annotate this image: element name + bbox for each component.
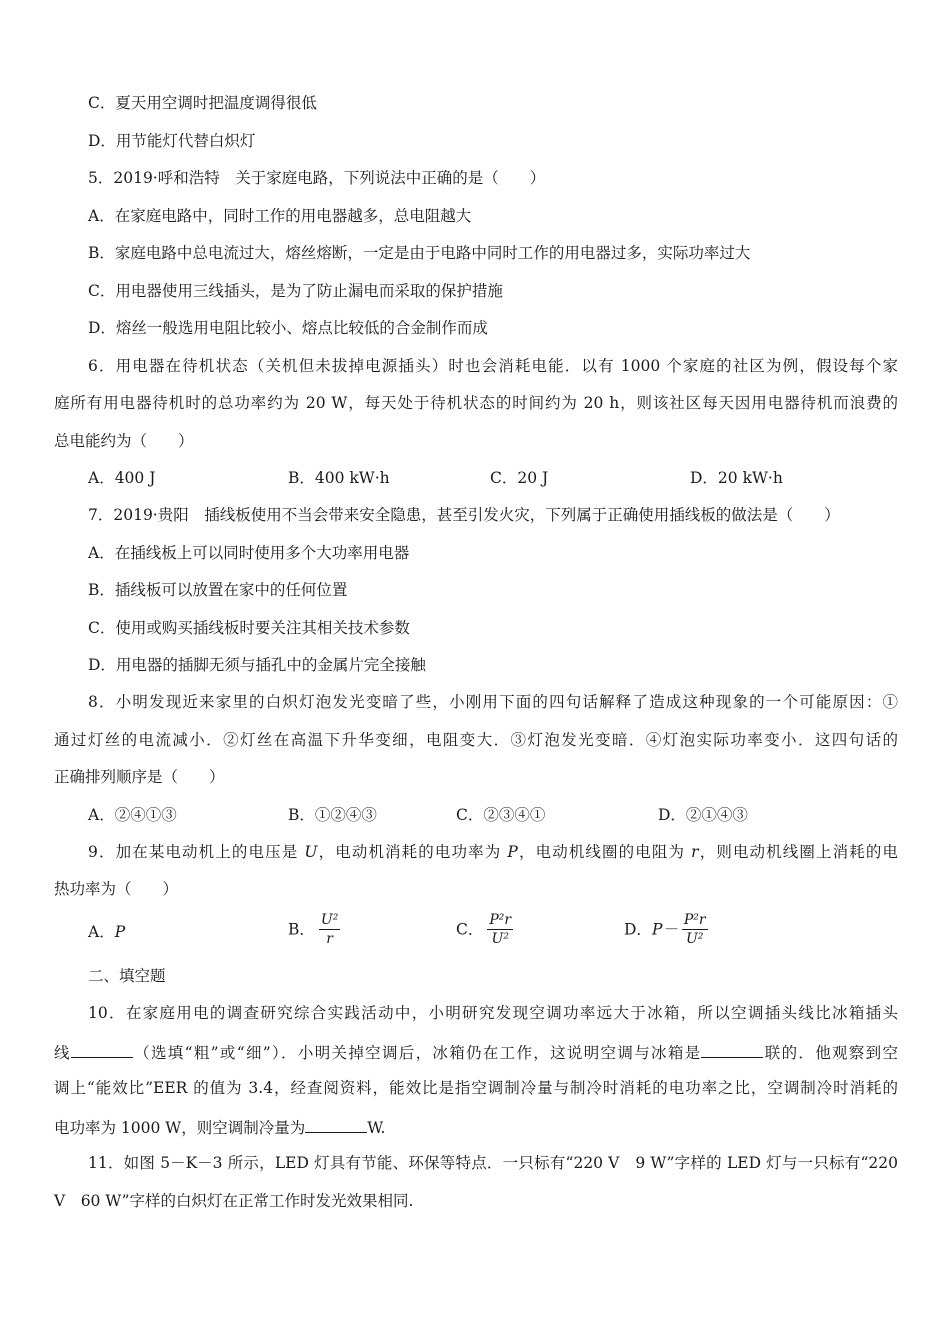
q9-var-r: r (691, 843, 699, 861)
q9-option-c-fraction (487, 912, 513, 947)
q10-stem-line2 (54, 1041, 898, 1063)
q10-blank-1[interactable] (71, 1041, 133, 1058)
q10-stem-line1: 10．在家庭用电的调查研究综合实践活动中，小明研究发现空调功率远大于冰箱，所以空调插头线比冰箱插头 (88, 1004, 898, 1022)
q10-blank-3[interactable] (305, 1116, 367, 1133)
q9-option-b-fraction (319, 912, 340, 947)
q5-option-b: B．家庭电路中总电流过大，熔丝熔断，一定是由于电路中同时工作的用电器过多，实际功率过大 (88, 244, 751, 262)
q6-option-a: A．400 J (88, 469, 156, 487)
q11-stem-line2: V 60 W”字样的白炽灯在正常工作时发光效果相同. (54, 1192, 414, 1210)
q10-text-a: 线 (54, 1044, 71, 1062)
q8-option-d: D．②①④③ (658, 806, 748, 824)
q9-var-p: P (507, 843, 518, 861)
q8-stem-line3: 正确排列顺序是（ ） (54, 768, 225, 786)
q8-option-b: B．①②④③ (288, 806, 377, 824)
q11-stem-line1: 11．如图 5－K－3 所示，LED 灯具有节能、环保等特点．一只标有“220 V 9 W”字样的 LED 灯与一只标有“220 (88, 1154, 898, 1172)
q9-stem-line1 (88, 842, 898, 862)
q8-option-a: A．②④①③ (88, 806, 177, 824)
q10-blank-2[interactable] (701, 1041, 763, 1058)
q4-option-d: D．用节能灯代替白炽灯 (88, 132, 256, 150)
q9-stem-line2: 热功率为（ ） (54, 880, 179, 898)
q6-stem-line3: 总电能约为（ ） (54, 432, 194, 450)
q7-option-b: B．插线板可以放置在家中的任何位置 (88, 581, 348, 599)
q9-option-d-denominator: U² (686, 931, 704, 947)
q9-option-c (456, 912, 513, 947)
q10-text-b: （选填“粗”或“细”）．小明关掉空调后，冰箱仍在工作，这说明空调与冰箱是 (132, 1044, 702, 1062)
q10-stem-line4 (54, 1116, 385, 1138)
q10-text-e: W. (367, 1119, 386, 1137)
q9-option-d (624, 912, 708, 947)
q6-option-c: C．20 J (490, 469, 549, 487)
q9-text-c: ，电动机线圈的电阻为 (517, 843, 692, 861)
q7-option-a: A．在插线板上可以同时使用多个大功率用电器 (88, 544, 410, 562)
q6-option-b: B．400 kW·h (288, 469, 390, 487)
section-heading-fill-in: 二、填空题 (88, 967, 166, 985)
q7-option-c: C．使用或购买插线板时要关注其相关技术参数 (88, 619, 410, 637)
q5-stem: 5．2019·呼和浩特 关于家庭电路，下列说法中正确的是（ ） (88, 169, 546, 187)
q9-var-u: U (304, 843, 318, 861)
q9-option-b (288, 912, 340, 947)
q9-option-b-numerator: U² (320, 912, 339, 928)
q10-text-c: 联的．他观察到空 (763, 1044, 898, 1062)
q9-option-a (88, 922, 125, 942)
q9-text-b: ，电动机消耗的电功率为 (317, 843, 508, 861)
q7-stem: 7．2019·贵阳 插线板使用不当会带来安全隐患，甚至引发火灾，下列属于正确使用插线板的做法是（ ） (88, 506, 840, 524)
q9-option-c-denominator: U² (491, 931, 509, 947)
q9-option-d-fraction (682, 912, 708, 947)
q7-option-d: D．用电器的插脚无须与插孔中的金属片完全接触 (88, 656, 426, 674)
q9-option-b-label: B． (288, 920, 315, 939)
q9-option-c-numerator: P²r (489, 912, 512, 928)
q9-text-a: 9．加在某电动机上的电压是 (88, 843, 305, 861)
q5-option-a: A．在家庭电路中，同时工作的用电器越多，总电阻越大 (88, 207, 472, 225)
q9-text-d: ，则电动机线圈上消耗的电 (698, 843, 898, 861)
q8-stem-line1: 8．小明发现近来家里的白炽灯泡发光变暗了些，小刚用下面的四句话解释了造成这种现象的一个可能原因：① (88, 693, 898, 711)
q9-option-d-numerator: P²r (683, 912, 706, 928)
q10-stem-line3: 调上“能效比”EER 的值为 3.4，经查阅资料，能效比是指空调制冷量与制冷时消耗的电功率之比，空调制冷时消耗的 (54, 1079, 898, 1097)
q8-stem-line2: 通过灯丝的电流减小．②灯丝在高温下升华变细，电阻变大．③灯泡发光变暗．④灯泡实际功率变小．这四句话的 (54, 731, 898, 749)
q6-option-d: D．20 kW·h (690, 469, 783, 487)
q9-option-b-denominator: r (326, 931, 333, 947)
q10-text-d: 电功率为 1000 W，则空调制冷量为 (54, 1119, 306, 1137)
q9-option-a-value: P (114, 923, 126, 941)
q9-option-d-label: D． (624, 920, 652, 939)
q5-option-c: C．用电器使用三线插头，是为了防止漏电而采取的保护措施 (88, 282, 503, 300)
q9-option-c-label: C． (456, 920, 484, 939)
q5-option-d: D．熔丝一般选用电阻比较小、熔点比较低的合金制作而成 (88, 319, 488, 337)
q9-option-d-prefix: P－ (651, 920, 678, 939)
q6-stem-line1: 6．用电器在待机状态（关机但未拔掉电源插头）时也会消耗电能．以有 1000 个家庭的社区为例，假设每个家 (88, 357, 898, 375)
q6-stem-line2: 庭所有用电器待机时的总功率约为 20 W，每天处于待机状态的时间约为 20 h，则该社区每天因用电器待机而浪费的 (54, 394, 898, 412)
q8-option-c: C．②③④① (456, 806, 546, 824)
q9-option-a-label: A． (88, 923, 115, 941)
q4-option-c: C．夏天用空调时把温度调得很低 (88, 94, 317, 112)
